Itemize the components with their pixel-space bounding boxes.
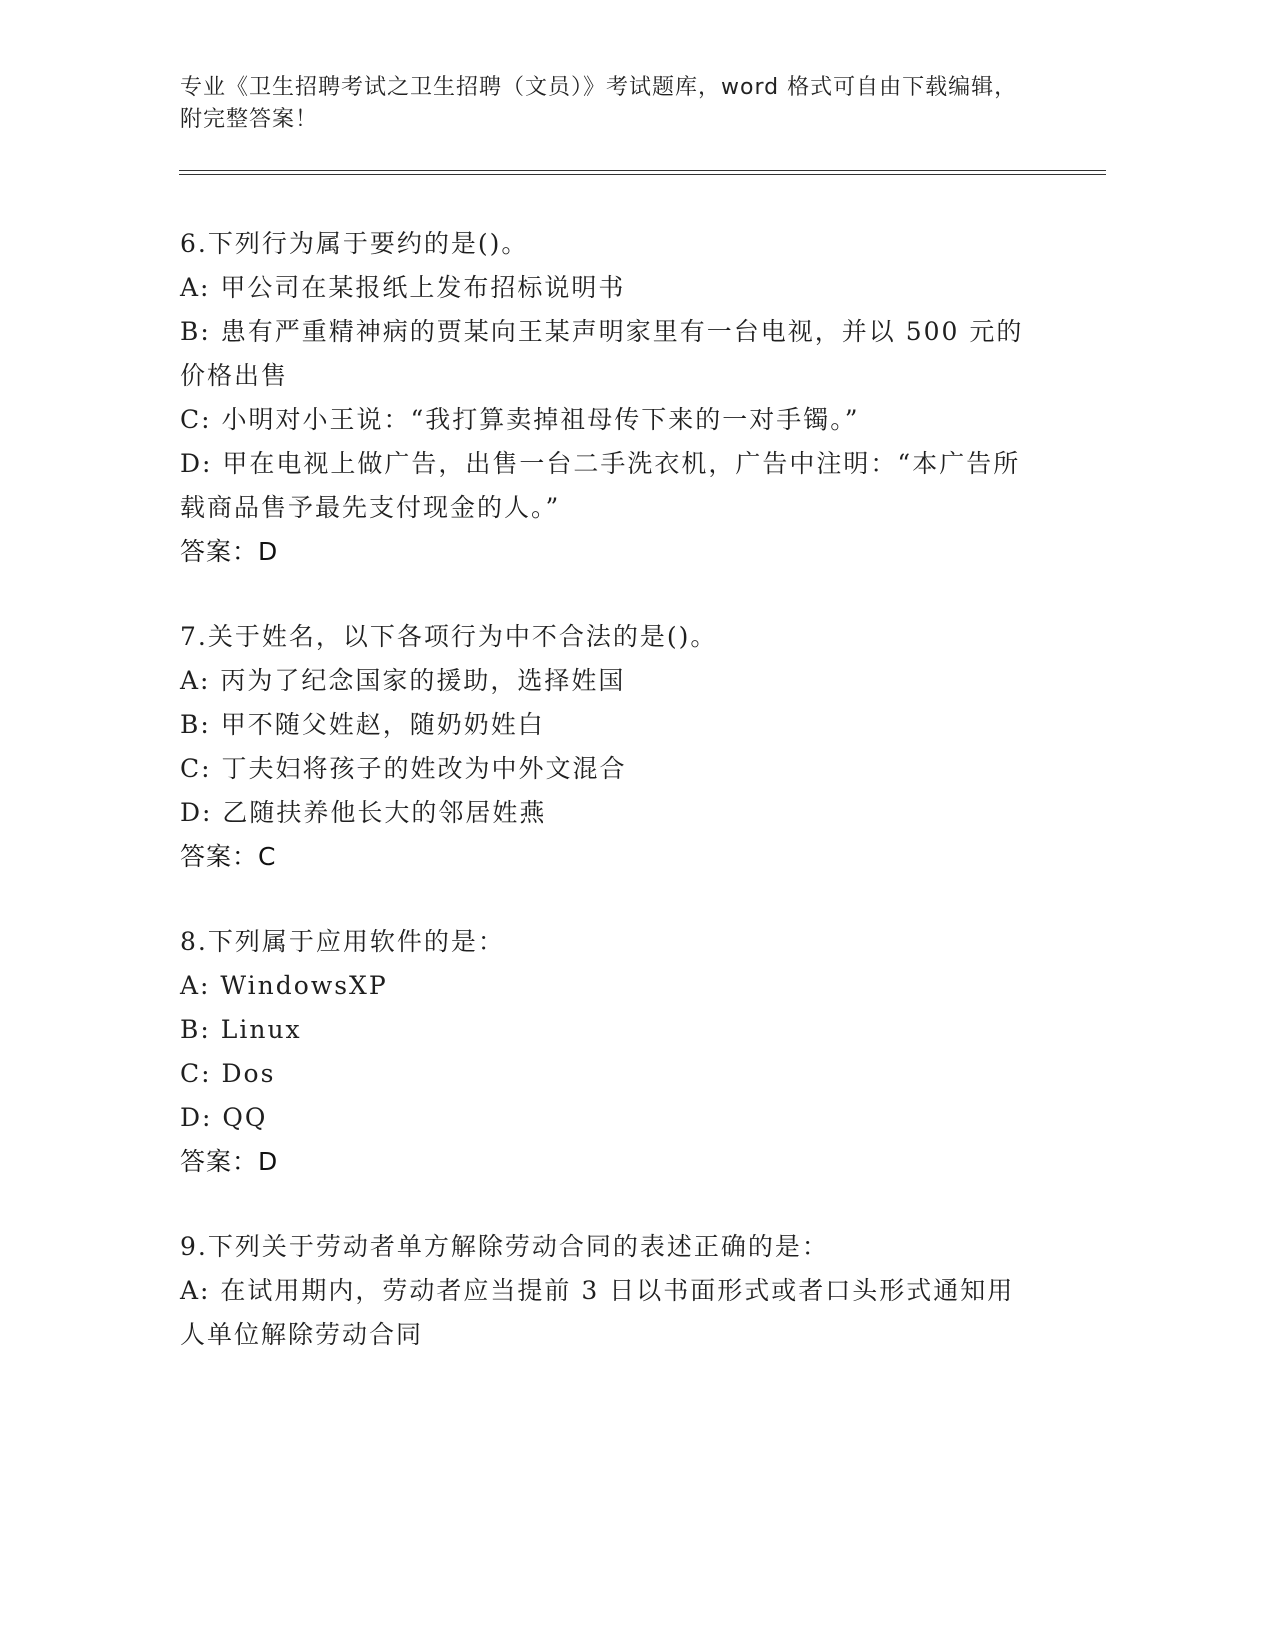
option-c: C: Dos — [180, 1059, 276, 1088]
option-c: C: 小明对小王说：“我打算卖掉祖母传下来的一对手镯。” — [180, 405, 860, 434]
question-stem: 9.下列关于劳动者单方解除劳动合同的表述正确的是： — [180, 1232, 829, 1261]
answer-label: 答案：D — [180, 1147, 279, 1176]
option-d: D: 乙随扶养他长大的邻居姓燕 — [180, 798, 547, 827]
header-divider-top — [179, 170, 1106, 171]
option-a: A: 在试用期内，劳动者应当提前 3 日以书面形式或者口头形式通知用人单位解除劳动合同 — [180, 1276, 1015, 1349]
question-7 — [180, 615, 1040, 879]
option-d: D: QQ — [180, 1103, 268, 1132]
question-9 — [180, 1225, 1040, 1357]
question-8 — [180, 920, 1040, 1184]
option-a: A: 甲公司在某报纸上发布招标说明书 — [180, 273, 626, 302]
question-list — [180, 222, 1040, 1398]
option-d: D: 甲在电视上做广告，出售一台二手洗衣机，广告中注明：“本广告所载商品售予最先支付现金的人。” — [180, 449, 1021, 522]
option-b: B: 甲不随父姓赵，随奶奶姓白 — [180, 710, 545, 739]
question-stem: 8.下列属于应用软件的是： — [180, 927, 505, 956]
question-6 — [180, 222, 1040, 574]
answer-label: 答案：C — [180, 842, 277, 871]
document-header: 专业《卫生招聘考试之卫生招聘（文员）》考试题库，word 格式可自由下载编辑，附完整答案！ — [180, 75, 1018, 132]
question-stem: 7.关于姓名，以下各项行为中不合法的是()。 — [180, 622, 718, 651]
answer-label: 答案：D — [180, 537, 279, 566]
option-a: A: WindowsXP — [180, 971, 388, 1000]
option-a: A: 丙为了纪念国家的援助，选择姓国 — [180, 666, 626, 695]
option-b: B: 患有严重精神病的贾某向王某声明家里有一台电视，并以 500 元的价格出售 — [180, 317, 1024, 390]
option-c: C: 丁夫妇将孩子的姓改为中外文混合 — [180, 754, 627, 783]
header-divider-bottom — [179, 174, 1106, 175]
option-b: B: Linux — [180, 1015, 302, 1044]
question-stem: 6.下列行为属于要约的是()。 — [180, 229, 529, 258]
